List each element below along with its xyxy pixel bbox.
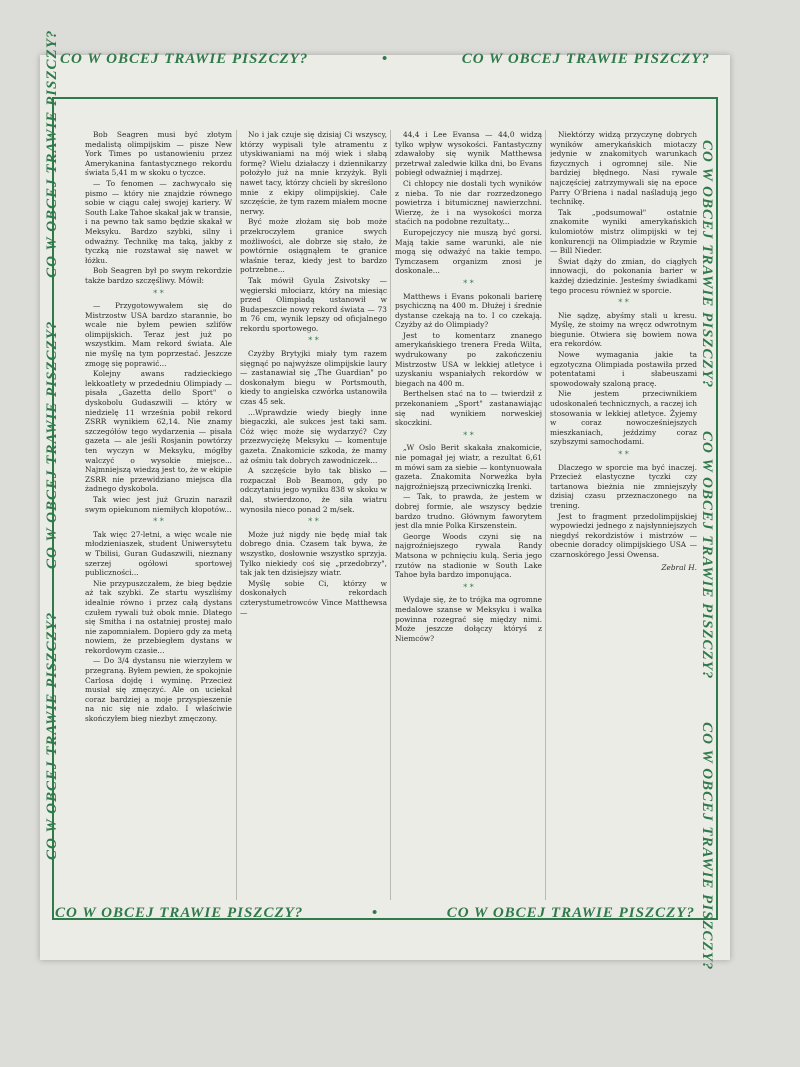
article-paragraph: Być może złożam się bob może przekroczyłem granice swych możliwości, ale dobrze się stało, że powtórnie osiągnąłem te granice właśnie teraz, kiedy jest to bardzo potrzebne... [240,217,387,275]
author-signature: Zebral H. [661,562,697,572]
article-paragraph: Myślę sobie Ci, którzy w doskonałych rekordach czterystumetrowców Vince Matthewsa — [240,578,387,617]
left-side-band [44,0,61,860]
article-paragraph: Tak wiec jest już Gruzin naraził swym opiekunom niemiłych kłopotów... [85,494,232,514]
article-paragraph: — To fenomen — zachwycało się pismo — który nie znajdzie równego sobie w ciągu całej swojej kariery. W South Lake Tahoe skakał jak w transie, i na pewno tak samo będzie skakał w Meksyku. Bardzo szybki, silny i odważny. Technikę ma taką, jakby z tyczką nie rozstawał się nawet w łóżku. [85,178,232,265]
article-paragraph: Europejczycy nie muszą być gorsi. Mają takie same warunki, ale nie mogą się odważyć na takie tempo. Tymczasem organizm znosi je doskonale... [395,227,542,276]
article-paragraph: Matthews i Evans pokonali barierę psychiczną na 400 m. Dłużej i średnie dystanse czekają na to. I co czekają. Czyżby aż do Olimpiady? [395,291,542,330]
paragraph-separator: * * [308,517,319,527]
article-paragraph: Jest to komentarz znanego amerykańskiego trenera Freda Wilta, wydrukowany po zakończeniu Mistrzostw USA w lekkiej atletyce i uzyskaniu wspaniałych rekordów w biegach na 400 m. [395,330,542,388]
right-band-title: CO W OBCEJ TRAWIE PISZCZY? [699,140,715,389]
paragraph-separator: * * [153,288,164,298]
article-paragraph: Berthelsen stać na to — twierdził z przekonaniem „Sport" zastanawiając się nad wynikiem norweskiej skoczkini. [395,389,542,428]
article-paragraph: Kolejny awans radzieckiego lekkoatlety w przededniu Olimpiady — pisała „Gazetta dello Sport" o dyskobolu Gudaszwili — który w niedzielę 11 września pobił rekord ZSRR wynikiem 62,14. Nie znamy szczegółów tego wydarzenia — pisała gazeta — ale jeśli Rosjanin powtórzy ten wyczyn w Meksyku, mógłby walczyć o wysokie miejsce... Najmniejszą wiedzą jest to, że w ekipie ZSRR nie przewidziano miejsca dla żadnego dyskobola. [85,369,232,494]
article-paragraph: Wydaje się, że to trójka ma ogromne medalowe szanse w Meksyku i walka powinna rozegrać się między nimi. Może jeszcze dołączy któryś z Niemców? [395,595,542,643]
article-paragraph: Nie sądzę, abyśmy stali u kresu. Myślę, że stoimy na wręcz odwrotnym biegunie. Otwiera się bowiem nowa era rekordów. [550,310,697,349]
article-paragraph: 44,4 i Lee Evansa — 44,0 widzą tylko wpływ wysokości. Fantastyczny zdawałoby się wynik Matthewsa przetrwał zaledwie kilka dni, bo Evans pobiegł odważniej i mądrzej. [395,130,542,178]
article-paragraph: Bob Seagren musi być złotym medalistą olimpijskim — pisze New York Times po ustanowieniu przez Amerykanina fantastycznego rekordu świata 5,41 m w skoku o tyczce. [85,130,232,178]
band-separator: • [371,905,379,921]
header-title-left: CO W OBCEJ TRAWIE PISZCZY? [60,51,309,67]
article-paragraph: Może już nigdy nie będę miał tak dobrego dnia. Czasem tak bywa, że wszystko, dosłownie wszystko sprzyja. Tylko niekiedy coś się „przedobrzy", tak jak ten dzisiejszy wiatr. [240,529,387,578]
article-paragraph: Dlaczego w sporcie ma być inaczej. Przecież elastyczne tyczki czy tartanowa bieżnia nie zmniejszyły dzisiaj czasu przeznaczonego na trening. [550,462,697,510]
article-paragraph: Niektórzy widzą przyczynę dobrych wyników amerykańskich miotaczy jedynie w znakomitych warunkach fizycznych i ogromnej sile. Nie bardziej błędnego. Nasi rywale najczęściej zatrzymywali się na epoce Parry O'Briena i nadal naśladują jego technikę. [550,130,697,207]
paragraph-separator: * * [463,430,474,440]
article-paragraph: A szczęście było tak blisko — rozpaczał Bob Beamon, gdy po odczytaniu jego wyniku 838 w skoku w dal, stwierdzono, że siła wiatru wynosiła nieco ponad 2 m/sek. [240,466,387,514]
footer-title-left: CO W OBCEJ TRAWIE PISZCZY? [55,905,304,921]
article-paragraph: — Do 3/4 dystansu nie wierzyłem w przegraną. Byłem pewien, że spokojnie Carlosa dojdę i wyminę. Przecież musiał się zmęczyć. Ale on uciekał coraz bardziej a moje przyspieszenie na nic się nie zdało. I właściwie skończyłem bieg niezbyt zmęczony. [85,656,232,724]
article-paragraph: Nowe wymagania jakie ta egzotyczna Olimpiada postawiła przed potentatami i słabeuszami spowodowały szaloną pracę. [550,350,697,388]
left-band-title: CO W OBCEJ TRAWIE PISZCZY? [44,611,60,860]
article-column-1 [85,130,232,900]
paragraph-separator: * * [618,298,629,308]
article-paragraph: No i jak czuje się dzisiaj Ci wszyscy, którzy wypisali tyle atramentu z utyskiwaniami na mój wiek i słabą formę? Wielu działaczy i dziennikarzy położyło już na mnie krzyżyk. Byli nawet tacy, którzy chcieli by skreślono mnie z ekipy olimpijskiej. Całe szczęście, że tym razem miałem mocne nerwy. [240,130,387,216]
article-paragraph: Czyżby Brytyjki miały tym razem sięgnąć po najwyższe olimpijskie laury — zastanawiał się „The Guardian" po doskonałym biegu w Portsmouth, kiedy to angielska czwórka ustanowiła czas 45 sek. [240,349,387,407]
paragraph-separator: * * [618,450,629,459]
article-paragraph: Świat dąży do zmian, do ciągłych innowacji, do pokonania barier w każdej dziedzinie. Jesteśmy świadkami tego procesu również w sporcie. [550,256,697,295]
article-columns [85,130,697,900]
right-band-title: CO W OBCEJ TRAWIE PISZCZY? [699,431,715,680]
left-band-title: CO W OBCEJ TRAWIE PISZCZY? [44,29,60,278]
article-paragraph: Tak „podsumował" ostatnie znakomite wyniki amerykańskich kulomiotów mistrz olimpijski w tej konkurencji na Olimpiadzie w Rzymie — Bill Nieder. [550,207,697,256]
article-paragraph: — Tak, to prawda, że jestem w dobrej formie, ale wszyscy będzie bardzo trudno. Głównym faworytem jest dla mnie Polka Kirszenstein. [395,492,542,531]
paragraph-separator: * * [463,278,474,288]
left-band-title: CO W OBCEJ TRAWIE PISZCZY? [44,320,60,569]
band-separator: • [381,51,389,67]
article-column-2 [240,130,387,900]
footer-title-right: CO W OBCEJ TRAWIE PISZCZY? [446,905,695,921]
right-band-title: CO W OBCEJ TRAWIE PISZCZY? [699,722,715,971]
article-paragraph: Bob Seagren był po swym rekordzie także bardzo szczęśliwy. Mówił: [85,266,232,285]
article-paragraph: Tak mówił Gyula Zsivotsky — węgierski młociarz, który na miesiąc przed Olimpiadą ustanowił w Budapeszcie nowy rekord świata — 73 m 76 cm, wynik lepszy od oficjalnego rekordu sportowego. [240,275,387,333]
footer-band [55,905,695,922]
article-paragraph: Jest to fragment przedolimpijskiej wypowiedzi jednego z najsłynniejszych niegdyś rekordzistów i mistrzów — obecnie doradcy olimpijskiego USA — czarnoskórego Jessi Owensa. [550,511,697,559]
article-paragraph: George Woods czyni się na najgroźniejszego rywala Randy Matsona w pchnięciu kulą. Seria jego rzutów na stadionie w South Lake Tahoe była bardzo imponująca. [395,531,542,580]
article-paragraph: — Przygotowywałem się do Mistrzostw USA bardzo starannie, bo wcale nie byłem pewien szlifów olimpijskich. Teraz jest już po wszystkim. Mam rekord świata. Ale nie myślę na tym poprzestać. Jeszcze zmogę się poprawić... [85,301,232,368]
paragraph-separator: * * [153,517,164,527]
article-column-3 [395,130,542,900]
article-paragraph: „W Oslo Berit skakała znakomicie, nie pomagał jej wiatr, a rezultat 6,61 m mówi sam za siebie — kontynuowała gazeta. Znakomita Norweżka była najgroźniejszą przeciwniczką Irenki. [395,443,542,491]
header-band [60,51,710,68]
paragraph-separator: * * [308,336,319,346]
article-paragraph: Nie jestem przeciwnikiem udoskonaleń technicznych, a raczej ich stosowania w lekkiej atletyce. Żyjemy w coraz nowocześniejszych mieszkaniach, jeździmy coraz szybszymi samochodami. [550,389,697,447]
article-paragraph: Tak więc 27-letni, a więc wcale nie młodzieniaszek, student Uniwersytetu w Tbilisi, Guran Gudaszwili, nieznany szerzej ogółowi sportowej publiczności... [85,529,232,578]
article-paragraph: ...Wprawdzie wiedy biegły inne biegaczki, ale sukces jest taki sam. Cóż więc może się wydarzyć? Czy przezwyciężę Meksyku — komentuje gazeta. Znakomicie szkoda, że mamy aż ośmiu tak dobrych zawodniczek... [240,407,387,465]
article-column-4 [550,130,697,900]
article-paragraph: Nie przypuszczałem, że bieg będzie aż tak szybki. Ze startu wyszliśmy idealnie równo i przez całą dystans czułem rywali tuż obok mnie. Dlatego się Smitha i na ostatniej prostej mało nie zapomniałem. Dopiero gdy za metą nowiem, że przebiegłem dystans w rekordowym czasie... [85,578,232,655]
header-title-right: CO W OBCEJ TRAWIE PISZCZY? [461,51,710,67]
right-side-band [698,140,715,1008]
paragraph-separator: * * [463,582,474,592]
article-paragraph: Ci chłopcy nie dostali tych wyników z nieba. To nie dar rozrzedzonego powietrza i bitumicznej nawierzchni. Wierzę, że i na wysokości morza staćich na podobne rezultaty... [395,178,542,227]
